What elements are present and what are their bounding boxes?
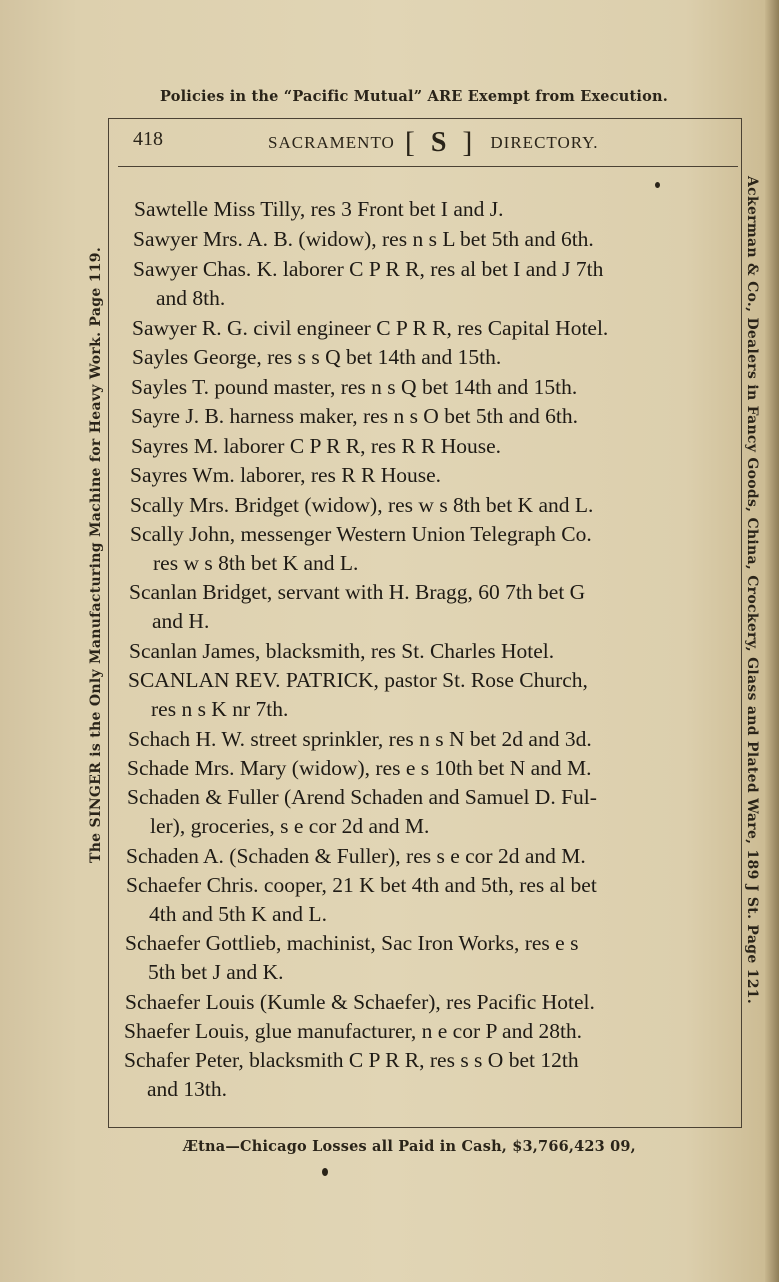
entry-line: Sayres Wm. laborer, res R R House.	[130, 463, 442, 487]
entry-line: Schafer Peter, blacksmith C P R R, res s s O bet 12th	[124, 1048, 579, 1072]
entry-line: and H.	[152, 609, 210, 633]
running-head-city: SACRAMENTO	[268, 133, 395, 152]
entry-line: Sawyer R. G. civil engineer C P R R, res Capital Hotel.	[132, 316, 609, 340]
bracket-close: ]	[462, 126, 473, 159]
running-head-directory: DIRECTORY.	[490, 133, 599, 152]
entry-line: SCANLAN REV. PATRICK, pastor St. Rose Church,	[128, 668, 588, 692]
entry-line: Shaefer Louis, glue manufacturer, n e cor P and 28th.	[124, 1019, 583, 1043]
entry-line: Scally John, messenger Western Union Telegraph Co.	[130, 522, 592, 546]
entry-line: Scanlan Bridget, servant with H. Bragg, 60 7th bet G	[129, 580, 586, 604]
page-number: 418	[133, 128, 163, 150]
entry-line: and 8th.	[156, 286, 226, 310]
entry-line: Schaefer Gottlieb, machinist, Sac Iron Works, res e s	[125, 931, 579, 955]
entry-line: Sawyer Chas. K. laborer C P R R, res al bet I and J 7th	[133, 257, 604, 281]
right-side-advertisement: Ackerman & Co., Dealers in Fancy Goods, China, Crockery, Glass and Plated Ware, 189 J St. Page 121.	[744, 175, 760, 1005]
entry-line: Scanlan James, blacksmith, res St. Charles Hotel.	[129, 639, 555, 663]
entry-line: ler), groceries, s e cor 2d and M.	[150, 814, 430, 838]
entry-line: res n s K nr 7th.	[151, 697, 289, 721]
running-head	[268, 126, 599, 160]
bottom-advertisement: Ætna—Chicago Losses all Paid in Cash, $3,766,423 09,	[183, 1138, 636, 1155]
entry-line: Sawyer Mrs. A. B. (widow), res n s L bet 5th and 6th.	[133, 227, 594, 251]
entry-line: Scally Mrs. Bridget (widow), res w s 8th bet K and L.	[130, 493, 594, 517]
bracket-open: [	[404, 126, 415, 159]
entry-line: Sawtelle Miss Tilly, res 3 Front bet I and J.	[134, 197, 504, 221]
ink-speck-icon	[655, 182, 660, 188]
top-advertisement: Policies in the “Pacific Mutual” ARE Exempt from Execution.	[160, 88, 668, 105]
header-rule	[118, 166, 738, 167]
entry-line: Schaden & Fuller (Arend Schaden and Samuel D. Ful-	[127, 785, 597, 809]
entry-line: Sayre J. B. harness maker, res n s O bet 5th and 6th.	[131, 404, 578, 428]
entry-line: Schaefer Chris. cooper, 21 K bet 4th and 5th, res al bet	[126, 873, 597, 897]
entry-line: Schach H. W. street sprinkler, res n s N bet 2d and 3d.	[128, 727, 592, 751]
section-letter: S	[430, 127, 447, 158]
entry-line: Schaefer Louis (Kumle & Schaefer), res Pacific Hotel.	[125, 990, 595, 1014]
entry-line: 4th and 5th K and L.	[149, 902, 327, 926]
entry-line: Schade Mrs. Mary (widow), res e s 10th bet N and M.	[127, 756, 592, 780]
left-side-advertisement: The SINGER is the Only Manufacturing Machine for Heavy Work. Page 119.	[88, 246, 104, 864]
entry-line: Schaden A. (Schaden & Fuller), res s e cor 2d and M.	[126, 844, 586, 868]
entry-line: 5th bet J and K.	[148, 960, 284, 984]
entry-line: Sayres M. laborer C P R R, res R R House.	[131, 434, 502, 458]
entry-line: Sayles George, res s s Q bet 14th and 15th.	[132, 345, 502, 369]
entry-line: res w s 8th bet K and L.	[153, 551, 359, 575]
book-spine-edge	[765, 0, 779, 1282]
ink-speck-icon	[322, 1168, 328, 1176]
entry-line: and 13th.	[147, 1077, 228, 1101]
entry-line: Sayles T. pound master, res n s Q bet 14th and 15th.	[131, 375, 578, 399]
